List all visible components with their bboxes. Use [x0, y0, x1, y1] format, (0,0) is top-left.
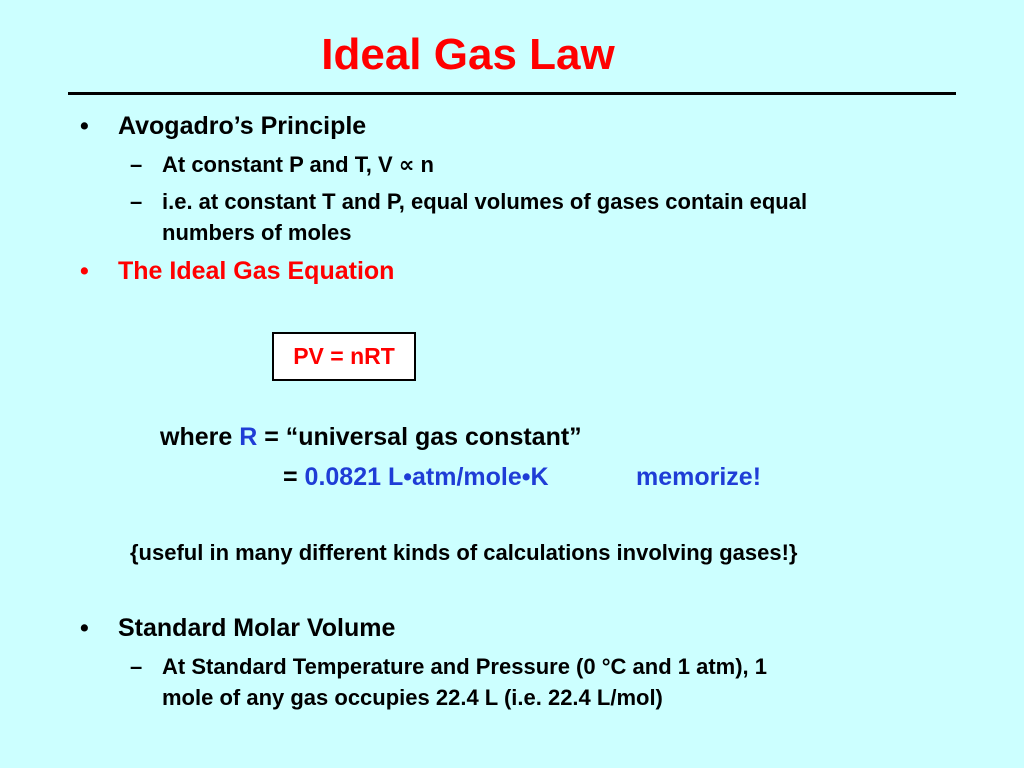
sub-bullet-stp-cont: mole of any gas occupies 22.4 L (i.e. 22.4 L/mol) — [162, 685, 663, 710]
sub-bullet-constant-pt: At constant P and T, V ∝ n — [162, 152, 434, 177]
slide-title: Ideal Gas Law — [321, 30, 615, 79]
bullet-ideal-gas-equation: The Ideal Gas Equation — [118, 257, 395, 285]
value-equals: = — [283, 463, 305, 491]
bullet-standard-molar-volume: Standard Molar Volume — [118, 614, 396, 642]
sub-bullet-dash: – — [130, 189, 143, 214]
sub-bullet-stp: At Standard Temperature and Pressure (0 °C and 1 atm), 1 — [162, 654, 767, 679]
gas-constant-value: 0.0821 L•atm/mole•K — [304, 463, 549, 491]
sub-bullet-equal-volumes: i.e. at constant T and P, equal volumes of gases contain equal — [162, 189, 808, 214]
bullet-marker: • — [80, 112, 89, 140]
equation-text: PV = nRT — [293, 343, 395, 369]
useful-note: {useful in many different kinds of calculations involving gases!} — [130, 540, 798, 565]
sub-bullet-dash: – — [130, 654, 143, 679]
where-suffix: = “universal gas constant” — [257, 423, 582, 451]
r-symbol: R — [239, 423, 258, 451]
equation-box — [272, 332, 416, 381]
where-prefix: where — [160, 423, 240, 451]
bullet-marker: • — [80, 614, 89, 642]
sub-bullet-equal-volumes-cont: numbers of moles — [162, 220, 352, 245]
bullet-marker: • — [80, 257, 89, 285]
sub-bullet-dash: – — [130, 152, 143, 177]
title-underline — [68, 92, 956, 95]
gas-constant-definition — [160, 423, 582, 452]
memorize-note: memorize! — [636, 463, 762, 491]
bullet-avogadro: Avogadro’s Principle — [118, 112, 367, 140]
gas-constant-value-line — [283, 463, 549, 492]
